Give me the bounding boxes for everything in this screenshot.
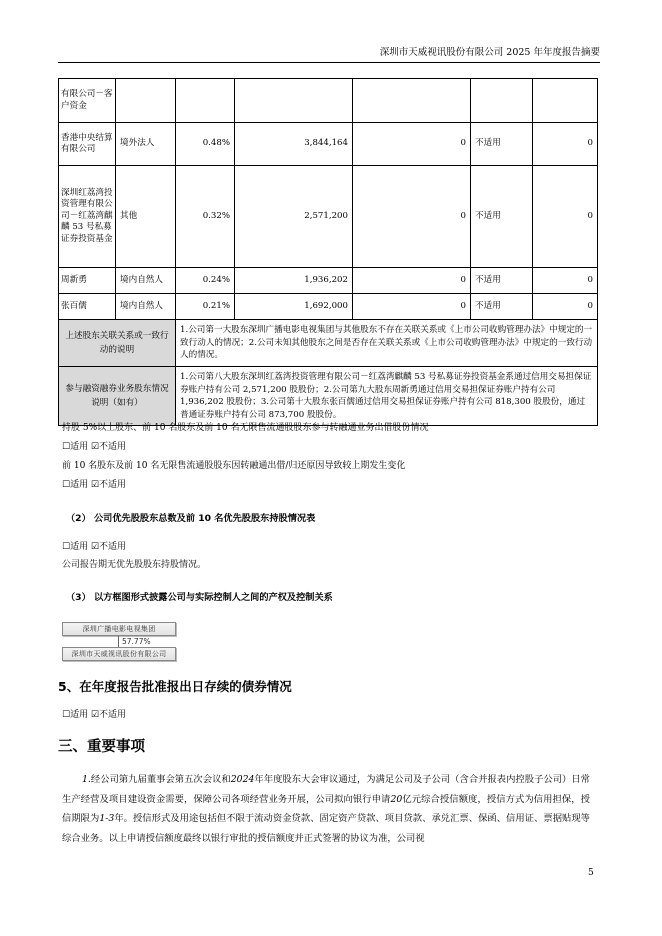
section-3-title: 以方框图形式披露公司与实际控制人之间的产权及控制关系: [94, 592, 333, 603]
table-row: [59, 294, 598, 320]
lending-checkbox: ☐适用 ☑不适用: [62, 442, 126, 452]
page-header: 深圳市天威视讯股份有限公司 2025 年年度报告摘要: [379, 47, 600, 58]
section-5-heading: 5、在年度报告批准报出日存续的债券情况: [58, 679, 292, 694]
change-note: 前 10 名股东及前 10 名无限售流通股股东因转融通出借/归还原因导致较上期发生变化: [62, 461, 406, 471]
section-5-checkbox: ☐适用 ☑不适用: [62, 710, 126, 720]
table-row: [59, 79, 598, 123]
shareholder-type: 其他: [116, 166, 176, 268]
restricted-shares: 0: [353, 123, 471, 166]
shareholder-type: 境内自然人: [116, 268, 176, 294]
pledge-quantity: 0: [533, 123, 598, 166]
header-rule: [58, 62, 600, 63]
holding-shares: 3,844,164: [235, 123, 353, 166]
pledge-quantity: 0: [533, 166, 598, 268]
section-2-title: 公司优先股股东总数及前 10 名优先股股东持股情况表: [94, 513, 316, 524]
table-row: [59, 166, 598, 268]
margin-text: 1.公司第八大股东深圳红荔湾投资管理有限公司－红荔湾麒麟 53 号私募证券投资基金系通过信用交易担保证券账户持有公司 2,571,200 股股份；2.公司第九大股东周新勇通过信用交易担保证券账户持有公司 1,936,202 股股份；3.公司第十大股东张百儒通过信用交易担保证券账户持有公司 818,300 股股份，通过普通证券账户持有公司 873,700 股股份。: [176, 367, 598, 426]
pledge-status: 不适用: [471, 166, 533, 268]
control-diagram: [62, 622, 182, 662]
restricted-shares: 0: [353, 166, 471, 268]
shareholder-type: 境内自然人: [116, 294, 176, 320]
shareholder-name: 香港中央结算有限公司: [59, 123, 116, 166]
section-2-heading: [66, 513, 315, 525]
related-label: 上述股东关联关系或一致行动的说明: [59, 320, 176, 367]
change-checkbox: ☐适用 ☑不适用: [62, 480, 126, 490]
margin-label: 参与融资融券业务股东情况说明（如有）: [59, 367, 176, 426]
section-3-heading: [66, 592, 333, 604]
pledge-quantity: 0: [533, 294, 598, 320]
section-2-checkbox: ☐适用 ☑不适用: [62, 542, 126, 552]
holding-ratio: 0.32%: [176, 166, 235, 268]
restricted-shares: 0: [353, 294, 471, 320]
pledge-status: 不适用: [471, 294, 533, 320]
shareholder-name: 深圳红荔湾投资管理有限公司－红荔湾麒麟 53 号私募证券投资基金: [59, 166, 116, 268]
holding-ratio: 0.48%: [176, 123, 235, 166]
child-box: 深圳市天威视讯股份有限公司: [62, 647, 176, 661]
shareholder-name: 张百儒: [59, 294, 116, 320]
pledge-status: 不适用: [471, 123, 533, 166]
section-3-number: （3）: [66, 592, 91, 603]
restricted-shares: 0: [353, 268, 471, 294]
shareholder-name: 周新勇: [59, 268, 116, 294]
holding-shares: 2,571,200: [235, 166, 353, 268]
related-text: 1.公司第一大股东深圳广播电影电视集团与其他股东不存在关联关系或《上市公司收购管理办法》中规定的一致行动人的情况；2.公司未知其他股东之间是否存在关联关系或《上市公司收购管理办法》中规定的一致行动人的情况。: [176, 320, 598, 367]
major-matters-heading: 三、重要事项: [58, 739, 145, 755]
body-paragraph: 1.经公司第九届董事会第五次会议和2024年年度股东大会审议通过，为满足公司及子公司（含合并报表内控股子公司）日常生产经营及项目建设资金需要，保障公司各项经营业务开展，公司拟向银行申请20亿元综合授信额度，授信方式为信用担保，授信期限为1-3年。授信形式及用途包括但不限于流动资金贷款、固定资产贷款、项目贷款、承兑汇票、保函、信用证、票据贴现等综合业务。以上申请授信额度最终以银行审批的授信额度并正式签署的协议为准，公司视: [62, 774, 590, 844]
table-row: [59, 268, 598, 294]
holding-ratio: 0.24%: [176, 268, 235, 294]
pledge-quantity: 0: [533, 268, 598, 294]
shareholder-type: 境外法人: [116, 123, 176, 166]
table-row: [59, 123, 598, 166]
pledge-status: 不适用: [471, 268, 533, 294]
holding-shares: 1,692,000: [235, 294, 353, 320]
section-2-number: （2）: [66, 513, 91, 524]
table-row: [59, 367, 598, 426]
parent-box: 深圳广播电影电视集团: [62, 622, 176, 636]
table-row: [59, 320, 598, 367]
page-number: 5: [588, 868, 594, 878]
section-2-text: 公司报告期无优先股股东持股情况。: [62, 560, 207, 570]
ownership-percent: 57.77%: [122, 637, 151, 646]
shareholder-table: [58, 78, 598, 426]
holding-ratio: 0.21%: [176, 294, 235, 320]
lending-note: 持股 5%以上股东、前 10 名股东及前 10 名无限售流通股股东参与转融通业务出借股份情况: [62, 423, 429, 433]
shareholder-name: 有限公司－客户资金: [59, 79, 116, 123]
holding-shares: 1,936,202: [235, 268, 353, 294]
